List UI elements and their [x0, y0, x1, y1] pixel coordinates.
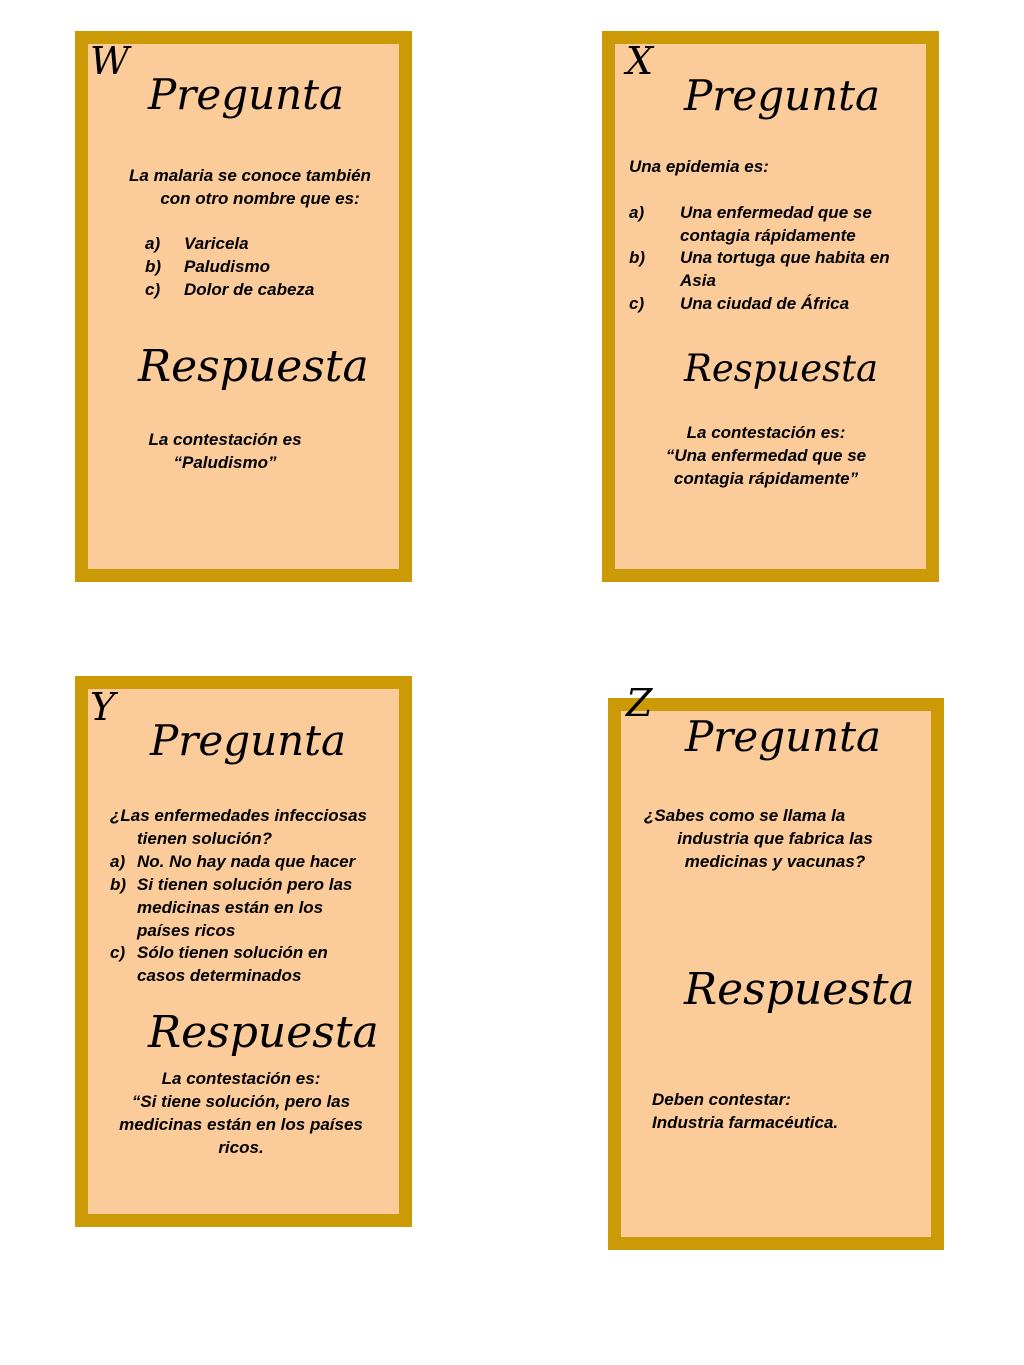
question-line: ¿Sabes como se llama la: [644, 806, 846, 825]
option-text: [137, 873, 407, 942]
option-text: [680, 292, 930, 315]
answer-line: La contestación es:: [686, 423, 846, 442]
option-label: c): [145, 280, 161, 299]
answer-line: “Paludismo”: [173, 453, 277, 472]
answer-line: Deben contestar:: [652, 1090, 791, 1109]
option-label: b): [145, 257, 162, 276]
option-label: b): [629, 248, 646, 267]
question-line: ¿Las enfermedades infecciosas: [110, 806, 368, 825]
option-label: a): [145, 234, 161, 253]
question-line: La malaria se conoce también: [129, 166, 371, 185]
question-text: [640, 804, 910, 873]
answer-line: “Si tiene solución, pero las: [131, 1092, 351, 1111]
option-label: c): [110, 943, 126, 962]
option-label: a): [629, 203, 645, 222]
question-line: con otro nombre que es:: [160, 189, 360, 208]
option-line: casos determinados: [137, 966, 302, 985]
card-letter-y: Y: [90, 685, 116, 729]
pregunta-heading: Pregunta: [150, 716, 347, 765]
option-line: Sólo tienen solución en: [137, 943, 328, 962]
answer-text: [96, 1067, 386, 1159]
option-label: c): [629, 294, 645, 313]
option-line: Una tortuga que habita en: [680, 248, 890, 267]
option-line: No. No hay nada que hacer: [137, 852, 356, 871]
option-line: países ricos: [137, 921, 236, 940]
pregunta-heading: Pregunta: [148, 70, 345, 119]
option-line: Una ciudad de África: [680, 294, 850, 313]
option-text: Varicela: [184, 234, 249, 253]
question-text: [110, 804, 410, 850]
question-line: Una epidemia es:: [629, 157, 769, 176]
option-text: Dolor de cabeza: [184, 280, 315, 299]
respuesta-heading: Respuesta: [684, 964, 915, 1015]
question-text: [105, 164, 395, 210]
respuesta-heading: Respuesta: [684, 347, 879, 390]
answer-line: Industria farmacéutica.: [652, 1113, 839, 1132]
answer-line: medicinas están en los países: [119, 1115, 363, 1134]
option-text: [680, 246, 930, 292]
respuesta-heading: Respuesta: [138, 341, 369, 392]
option-line: contagia rápidamente: [680, 226, 856, 245]
answer-line: La contestación es: [148, 430, 302, 449]
option-line: Una enfermedad que se: [680, 203, 872, 222]
option-text: Paludismo: [184, 257, 270, 276]
option-label: b): [110, 875, 127, 894]
answer-line: contagia rápidamente”: [673, 469, 859, 488]
option-line: Si tienen solución pero las: [137, 875, 353, 894]
option-line: Asia: [680, 271, 716, 290]
respuesta-heading: Respuesta: [148, 1007, 379, 1058]
answer-line: “Una enfermedad que se: [665, 446, 867, 465]
pregunta-heading: Pregunta: [685, 712, 882, 761]
answer-text: [636, 421, 896, 490]
question-line: tienen solución?: [137, 829, 273, 848]
option-text: [137, 850, 407, 873]
option-label: a): [110, 852, 126, 871]
card-letter-w: W: [90, 39, 130, 83]
question-text: [629, 155, 919, 178]
option-text: [680, 201, 930, 247]
question-line: industria que fabrica las: [677, 829, 873, 848]
card-letter-x: X: [626, 39, 654, 83]
pregunta-heading: Pregunta: [684, 71, 881, 120]
answer-text: [652, 1088, 912, 1134]
card-letter-z: Z: [626, 681, 653, 725]
answer-line: La contestación es:: [161, 1069, 321, 1088]
answer-line: ricos.: [218, 1138, 264, 1157]
question-line: medicinas y vacunas?: [684, 852, 866, 871]
answer-text: [120, 428, 330, 474]
option-text: [137, 941, 407, 987]
option-line: medicinas están en los: [137, 898, 324, 917]
